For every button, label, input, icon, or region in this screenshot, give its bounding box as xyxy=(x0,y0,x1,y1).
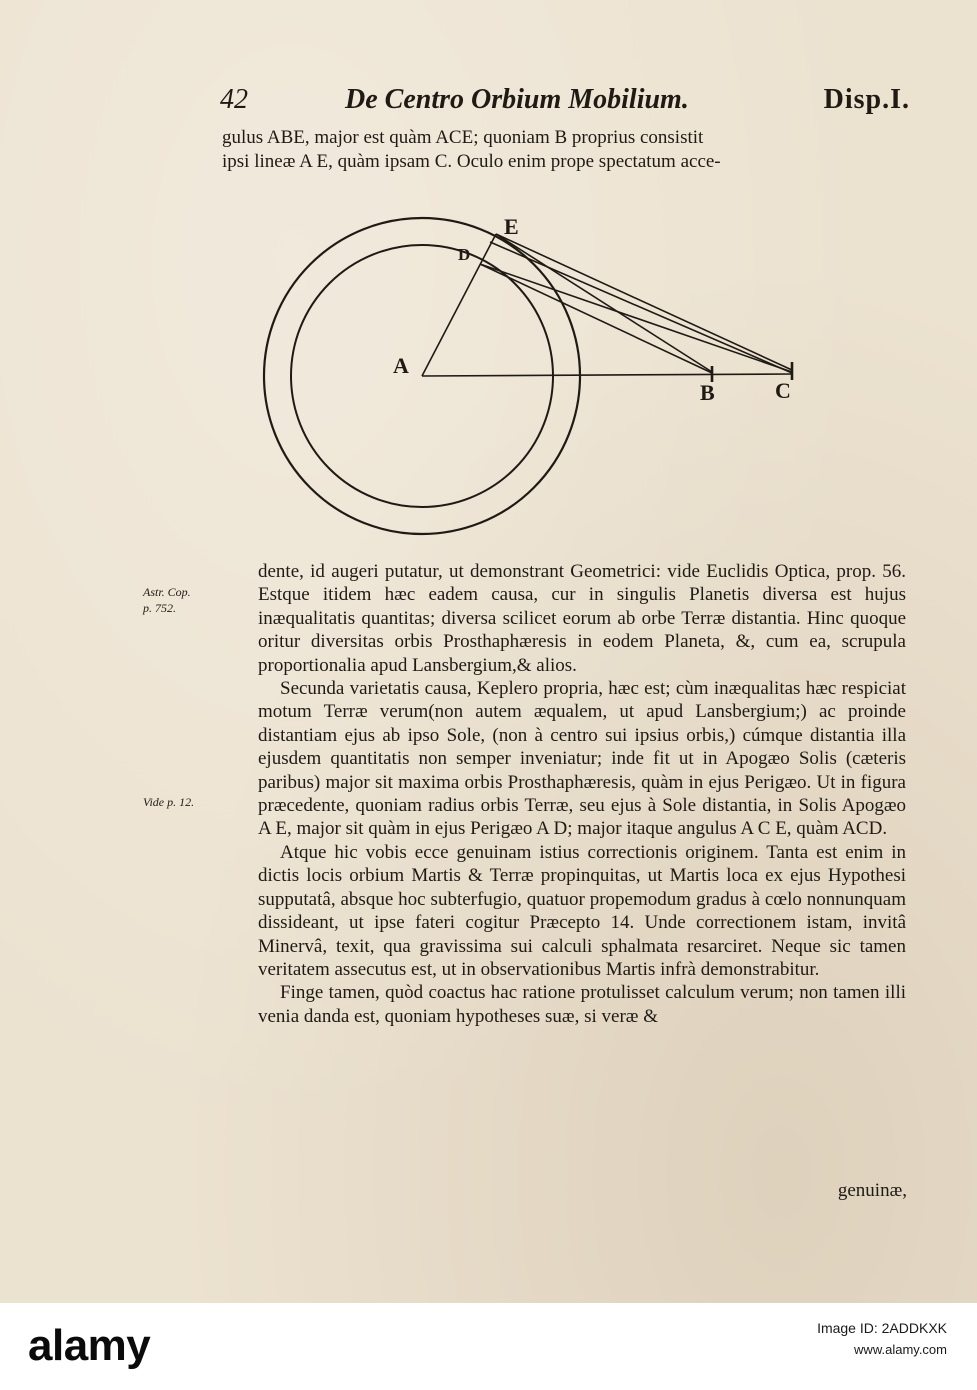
page-number: 42 xyxy=(220,84,248,115)
stock-watermark-bar xyxy=(0,1303,977,1390)
label-e: E xyxy=(504,214,519,239)
paragraph-4: Finge tamen, quòd coactus hac ratione protulisset calculum verum; non tamen illi venia danda est, quoniam hypotheses suæ, si veræ & xyxy=(258,982,906,1027)
margin-note-1 xyxy=(143,584,191,616)
label-a: A xyxy=(393,353,409,378)
running-title: De Centro Orbium Mobilium. xyxy=(345,84,689,115)
disputatio-label: Disp.I. xyxy=(823,84,910,115)
intro-line-2: ipsi lineæ A E, quàm ipsam C. Oculo enim prope spectatum acce- xyxy=(222,151,721,172)
body-text xyxy=(258,560,906,1028)
line-a-c xyxy=(422,374,792,376)
paragraph-3: Atque hic vobis ecce genuinam istius correctionis originem. Tanta est enim in dictis locis orbium Martis & Terræ propinquitas, ut Martis loca ex ejus Hypothesi supputatâ, absque hoc subterfugio, quatuor propemodum gradus à cœlo nonnunquam dissideant, ut ipse fateri cogitur Præcepto 14. Unde correctionem istam, invitâ Minervâ, texit, qua gravissima sui calculi sphalmata resarciret. Neque sic tamen veritatem assecutus est, ut in observationibus Martis infrà demonstrabitur. xyxy=(258,841,906,980)
orbit-diagram xyxy=(250,212,810,542)
margin-note-1-line1: Astr. Cop. xyxy=(143,585,191,599)
intro-text xyxy=(222,126,908,174)
paragraph-2: Secunda varietatis causa, Keplero propria, hæc est; cùm inæqualitas hæc respiciat motum Terræ verum(non autem æqualem, ut apud Lansbergium;) ac proinde distantiam ejus ab ipso Sole, (non à centro sui ipsius orbis,) cúmque distantia illa ejusdem quantitatis non semper inveniatur; inde fit ut in Apogæo Solis (cæteris paribus) major sit maxima orbis Prosthaphæresis, quàm in ejus Perigæo. Ut in figura præcedente, quoniam radius orbis Terræ, seu ejus à Sole distantia, in Solis Apogæo A E, major sit quàm in ejus Perigæo A D; major itaque angulus A C E, quàm ACD. xyxy=(258,678,906,840)
alamy-logo: alamy xyxy=(28,1321,151,1370)
label-c: C xyxy=(775,378,791,403)
label-b: B xyxy=(700,380,715,405)
paragraph-1: dente, id augeri putatur, ut demonstrant Geometrici: vide Euclidis Optica, prop. 56. Estque itidem hæc eadem causa, cur in singulis Planetis diversa est hujus inæqualitatis quantitas; diversa scilicet eorum ab orbe Terræ distantia. Hinc quoque oritur diversitas orbis Prosthaphæresis in eodem Planeta, &, cum ea, scrupula proportionalia apud Lansbergium,& alios. xyxy=(258,561,906,676)
label-d: D xyxy=(458,245,471,264)
line-e-c-2 xyxy=(490,242,792,373)
line-d-c xyxy=(480,264,792,372)
image-id: Image ID: 2ADDKXK xyxy=(817,1320,947,1336)
line-e-b xyxy=(496,234,712,372)
margin-note-2 xyxy=(143,794,194,810)
margin-note-2-line1: Vide p. 12. xyxy=(143,795,195,809)
line-e-c xyxy=(496,234,792,370)
catchword: genuinæ, xyxy=(837,1180,907,1201)
margin-note-1-line2: p. 752. xyxy=(143,601,176,615)
intro-line-1: gulus ABE, major est quàm ACE; quoniam B proprius consistit xyxy=(222,127,704,148)
site-url: www.alamy.com xyxy=(854,1342,947,1357)
geometric-figure xyxy=(250,212,810,542)
running-header xyxy=(220,84,910,120)
watermark-info xyxy=(817,1317,947,1361)
